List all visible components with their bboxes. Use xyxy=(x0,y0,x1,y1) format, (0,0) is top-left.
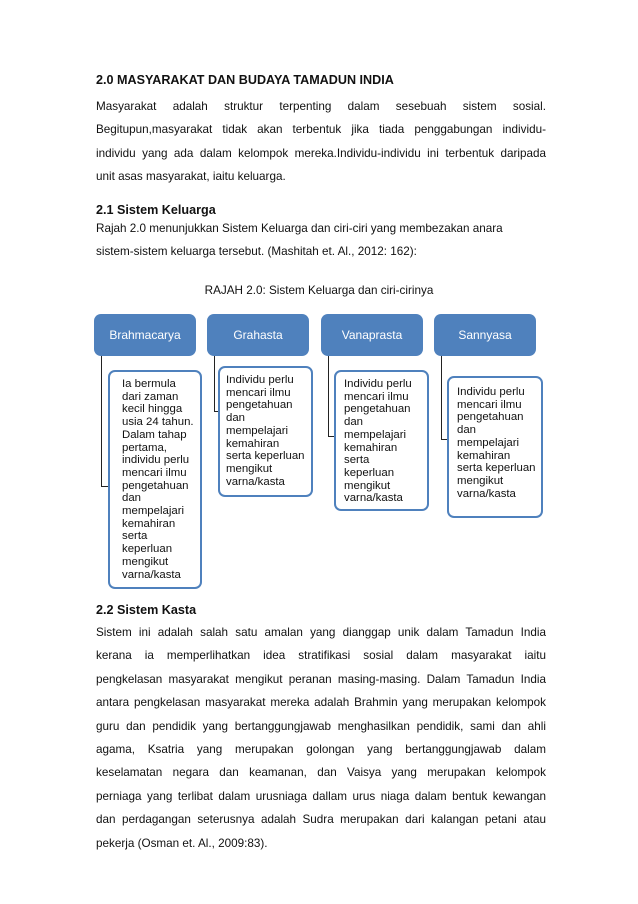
paragraph-line: individu yang ada dalam kelompok mereka.Individu-individu ini terbentuk daripada xyxy=(96,146,546,160)
stage-label: Grahasta xyxy=(233,328,283,342)
paragraph-line: pengkelasan masyarakat mengikut peranan masing-masing. Dalam Tamadun India xyxy=(96,672,546,686)
subsection-title-caste: 2.2 Sistem Kasta xyxy=(96,603,197,617)
stage-description-vanaprasta xyxy=(334,370,429,511)
stage-box-vanaprasta xyxy=(321,314,423,356)
paragraph-line: dan perdagangan seterusnya adalah Sudra merupakan dari kalangan petani atau xyxy=(96,813,546,827)
stage-description-brahmacarya xyxy=(108,370,202,589)
family-paragraph xyxy=(96,217,546,264)
stage-label: Brahmacarya xyxy=(109,328,181,342)
paragraph-line: Begitupun,masyarakat tidak akan terbentuk jika tiada penggabungan individu- xyxy=(96,123,546,137)
section-title: 2.0 MASYARAKAT DAN BUDAYA TAMADUN INDIA xyxy=(96,73,394,87)
figure-caption: RAJAH 2.0: Sistem Keluarga dan ciri-cirinya xyxy=(204,284,434,297)
stage-description-grahasta xyxy=(218,366,313,497)
stage-description-sannyasa xyxy=(447,376,543,518)
paragraph-line: antara pengkelasan masyarakat mereka adalah Brahmin yang merupakan kelompok xyxy=(96,696,546,710)
description-text: Individu perlu mencari ilmu pengetahuan dan mempelajari kemahiran serta keperluan mengikut varna/kasta xyxy=(226,374,305,488)
stage-label: Vanaprasta xyxy=(341,328,403,342)
paragraph-line: guru dan pendidik yang bertanggungjawab menghasilkan pendidik, sami dan ahli xyxy=(96,719,546,733)
paragraph-line: kerana ia memperlihatkan idea stratifikasi sosial dalam masyarakat iaitu xyxy=(96,649,546,663)
description-text: Ia bermula dari zaman kecil hingga usia 24 tahun. Dalam tahap pertama, individu perlu mencari ilmu pengetahuan dan mempelajari kemahiran serta keperluan mengikut varna/kasta xyxy=(122,378,194,581)
description-text: Individu perlu mencari ilmu pengetahuan dan mempelajari kemahiran serta keperluan mengikut varna/kasta xyxy=(344,378,412,505)
paragraph-line: unit asas masyarakat, iaitu keluarga. xyxy=(96,170,286,184)
paragraph-line: Sistem ini adalah salah satu amalan yang dianggap unik dalam Tamadun India xyxy=(96,626,546,639)
stage-box-grahasta xyxy=(207,314,309,356)
stage-box-sannyasa xyxy=(434,314,536,356)
description-text: Individu perlu mencari ilmu pengetahuan dan mempelajari kemahiran serta keperluan mengikut varna/kasta xyxy=(457,386,536,500)
paragraph-line: sistem-sistem keluarga tersebut. (Mashitah et. Al., 2012: 162): xyxy=(96,245,417,259)
stage-label: Sannyasa xyxy=(458,328,512,342)
subsection-title-family: 2.1 Sistem Keluarga xyxy=(96,203,216,217)
intro-paragraph xyxy=(96,95,546,189)
paragraph-line: pekerja (Osman et. Al., 2009:83). xyxy=(96,836,268,850)
paragraph-line: agama, Ksatria yang merupakan golongan yang bertanggungjawab dalam xyxy=(96,742,546,756)
caste-paragraph xyxy=(96,621,546,855)
paragraph-line: Masyarakat adalah struktur terpenting dalam sesebuah sistem sosial. xyxy=(96,100,546,113)
paragraph-line: perniaga yang terlibat dalam urusniaga dallam urus niaga dalam bentuk kewangan xyxy=(96,789,546,803)
paragraph-line: Rajah 2.0 menunjukkan Sistem Keluarga dan ciri-ciri yang membezakan anara xyxy=(96,222,503,235)
paragraph-line: keselamatan negara dan keamanan, dan Vaisya yang merupakan kelompok xyxy=(96,766,546,780)
stage-box-brahmacarya xyxy=(94,314,196,356)
